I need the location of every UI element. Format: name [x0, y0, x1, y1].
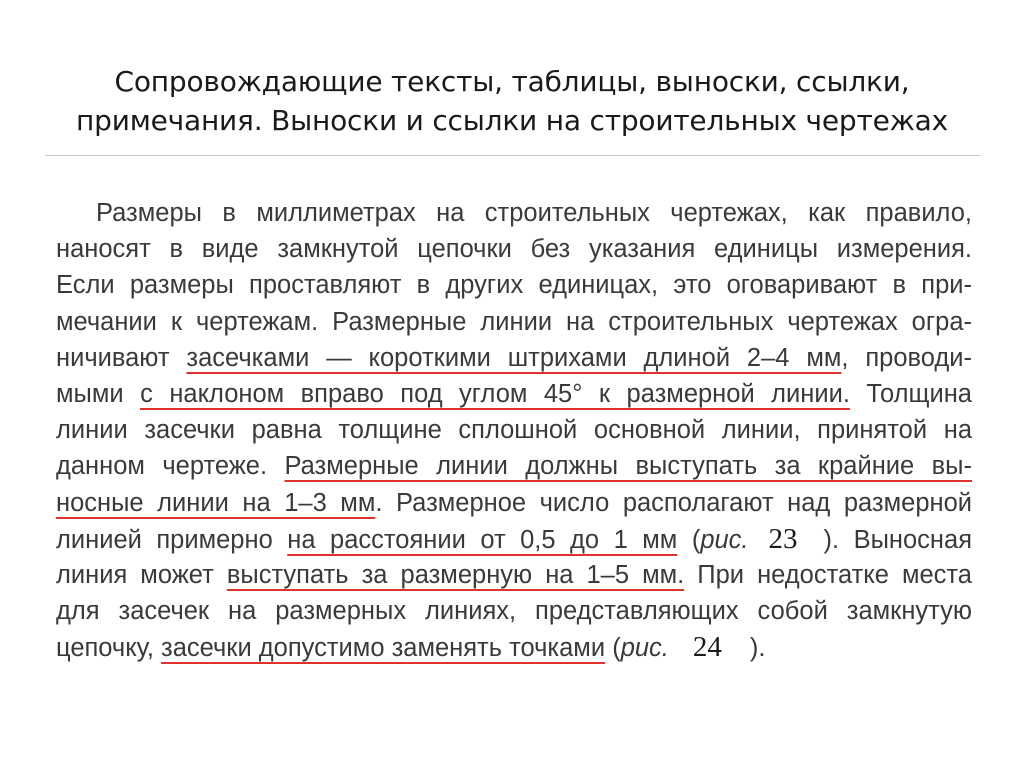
underlined-phrase: на расстоянии от 0,5 до 1 мм [287, 525, 678, 554]
text-fragment: ). Выносная [823, 525, 972, 554]
underlined-phrase: засечками — короткими штрихами длиной 2–4 мм [186, 343, 842, 372]
text-line: Размеры в миллиметрах на строительных чертежах, как правило, [96, 199, 972, 227]
text-fragment: линией примерно [56, 525, 273, 554]
body-paragraph [56, 195, 972, 665]
text-line [56, 448, 972, 484]
text-line [56, 557, 972, 593]
figure-number: 24 [692, 631, 722, 664]
text-fragment: ). [749, 634, 766, 663]
underlined-phrase: носные линии на 1–3 мм [56, 488, 376, 517]
text-line: Если размеры проставляют в других единицах, это оговаривают в при- [56, 271, 972, 300]
underlined-phrase: Размерные линии должны выступать за крайние вы- [284, 452, 972, 481]
text-fragment: , проводи- [841, 343, 973, 372]
underlined-phrase: засечки допустимо заменять точками [161, 634, 606, 663]
text-fragment: ( [612, 634, 621, 663]
text-fragment: При недостатке места [697, 560, 972, 589]
text-line [56, 485, 972, 521]
title-line-1: Сопровождающие тексты, таблицы, выноски, ссылки, [114, 65, 910, 98]
underlined-phrase: выступать за размерную на 1–5 мм. [226, 560, 685, 589]
text-fragment: линия может [56, 560, 214, 589]
text-line [56, 629, 972, 665]
text-fragment: данном чертеже. [56, 452, 268, 481]
title-line-2: примечания. Выноски и ссылки на строительных чертежах [76, 104, 948, 137]
text-fragment: ничивают [56, 343, 170, 372]
figure-reference: рис. [620, 634, 669, 663]
figure-number: 23 [768, 522, 798, 555]
text-line: линии засечки равна толщине сплошной основной линии, принятой на [56, 416, 972, 445]
text-line: наносят в виде замкнутой цепочки без указания единицы измерения. [56, 235, 972, 264]
text-fragment: ( [691, 525, 701, 554]
slide-title [0, 62, 1024, 140]
text-line [56, 340, 972, 376]
text-fragment: Толщина [866, 379, 972, 408]
text-line: для засечек на размерных линиях, представляющих собой замкнутую [56, 597, 972, 626]
title-divider [45, 155, 980, 156]
text-line: мечании к чертежам. Размерные линии на строительных чертежах огра- [56, 307, 972, 336]
underlined-phrase: с наклоном вправо под углом 45° к размерной линии. [140, 379, 850, 408]
text-line [56, 521, 972, 557]
text-line [56, 376, 972, 412]
text-fragment: . Размерное число располагают над размерной [375, 488, 973, 517]
figure-reference: рис. [700, 525, 749, 554]
text-fragment: мыми [56, 379, 124, 408]
text-fragment: цепочку, [56, 634, 154, 663]
